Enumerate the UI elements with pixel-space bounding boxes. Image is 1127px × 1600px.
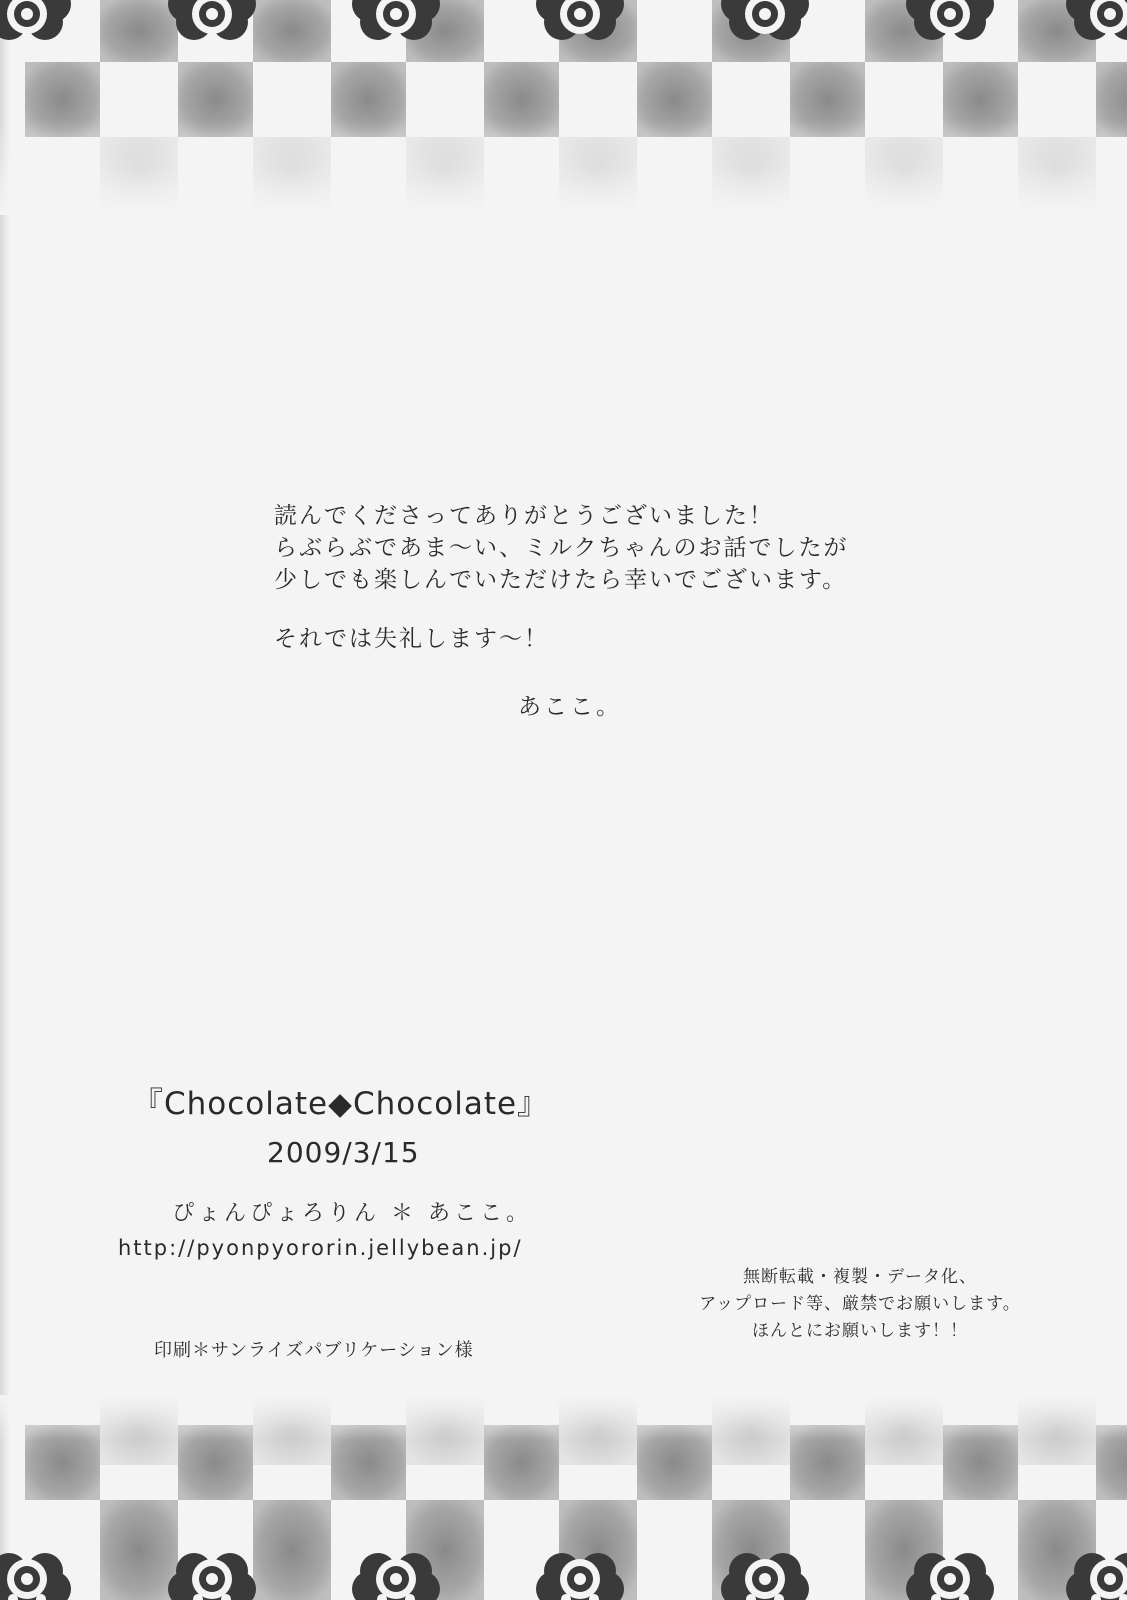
bottom-decorative-border	[0, 1395, 1127, 1600]
circle-name: ぴょんぴょろりん ＊ あここ。	[172, 1201, 532, 1226]
publication-date: 2009/3/15	[267, 1136, 420, 1169]
author-signature: あここ。	[518, 694, 622, 720]
afterword-message	[274, 500, 914, 655]
copyright-notice	[650, 1264, 1070, 1345]
book-title: 『Chocolate◆Chocolate』	[132, 1086, 550, 1122]
top-decorative-border	[0, 0, 1127, 215]
notice-line: 無断転載・複製・データ化、	[743, 1267, 977, 1287]
notice-line: アップロード等、厳禁でお願いします。	[699, 1294, 1021, 1314]
message-line: それでは失礼します～！	[274, 626, 549, 652]
top-pattern-graphic	[0, 0, 1127, 215]
printer-credit: 印刷＊サンライズパブリケーション様	[154, 1340, 474, 1361]
page-edge-shadow	[0, 0, 10, 1600]
message-line: 少しでも楽しんでいただけたら幸いでございます。	[274, 567, 848, 593]
message-line: らぶらぶであま～い、ミルクちゃんのお話でしたが	[274, 535, 849, 561]
website-url: http://pyonpyororin.jellybean.jp/	[118, 1236, 523, 1260]
bottom-pattern-graphic	[0, 1395, 1127, 1600]
notice-line: ほんとにお願いします！！	[752, 1321, 968, 1341]
message-line: 読んでくださってありがとうございました！	[274, 503, 774, 529]
message-spacer	[274, 596, 914, 623]
